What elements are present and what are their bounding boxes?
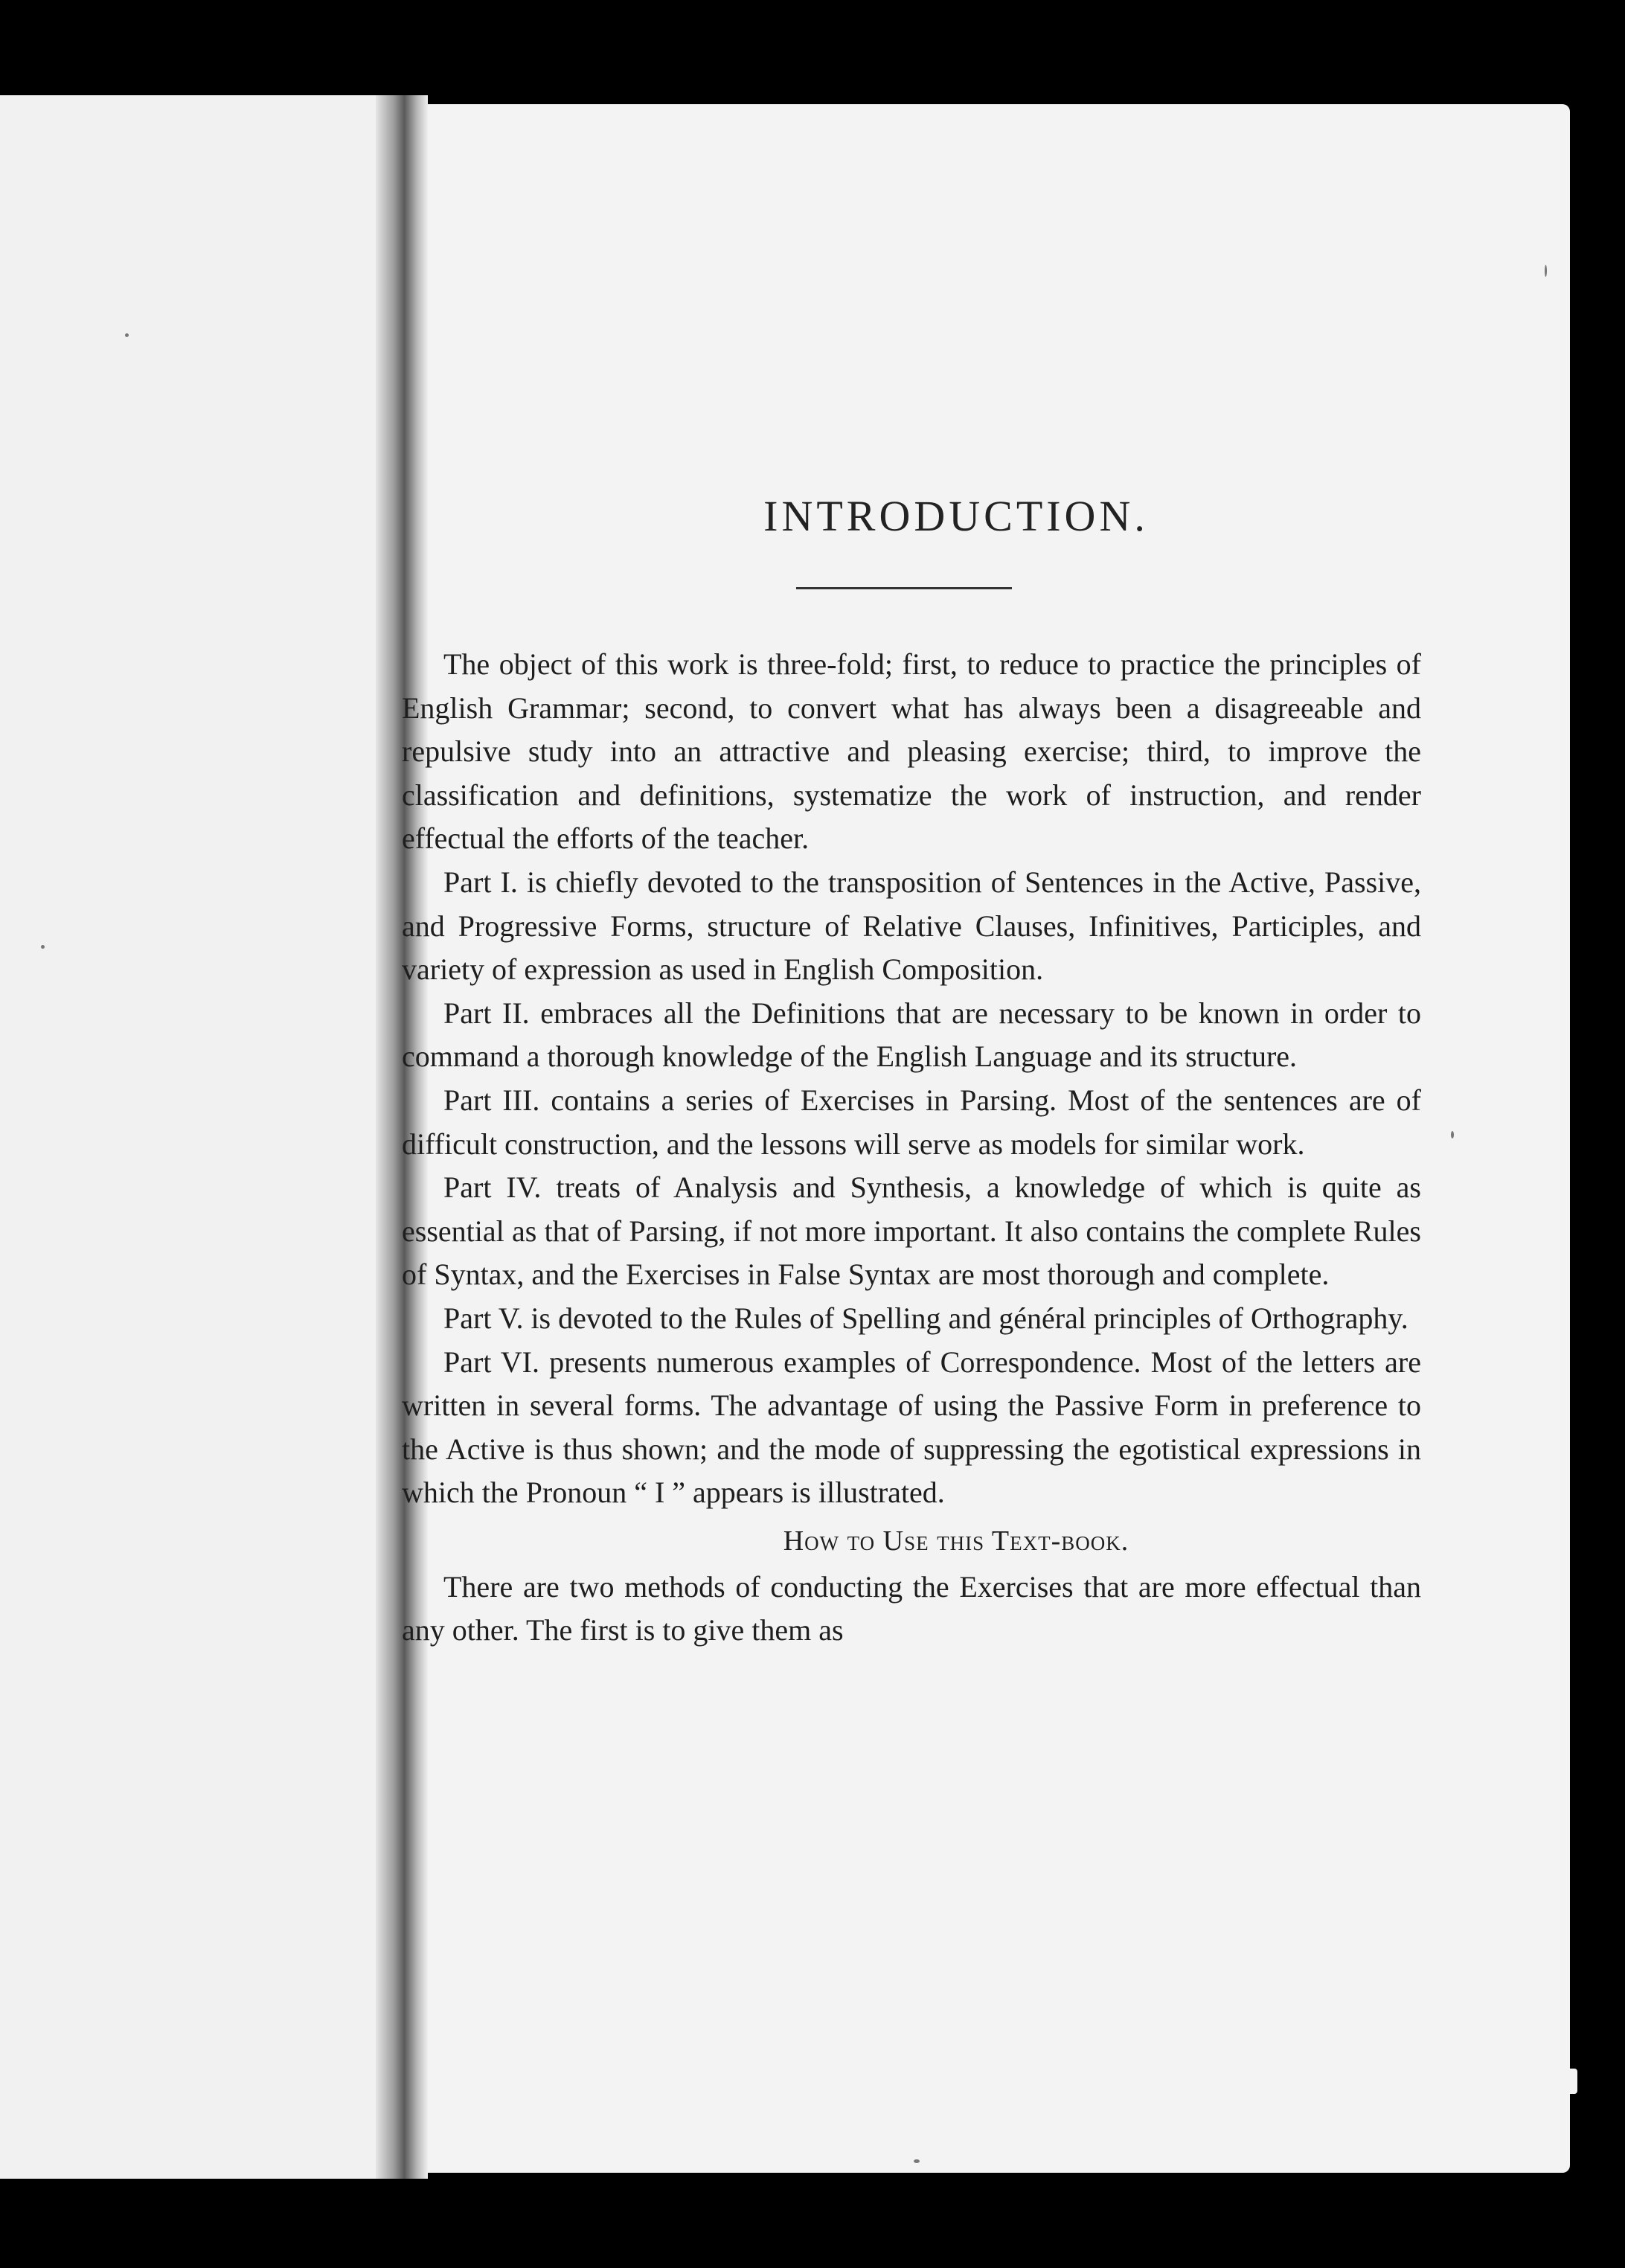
dust-speck bbox=[1451, 1131, 1454, 1138]
page-content bbox=[402, 446, 1421, 1653]
paragraph-part-1: Part I. is chiefly devoted to the transposition of Sentences in the Active, Passive, and Progressive Forms, structure of Relative Clauses, Infinitives, Participles, and variety of expression as used in English Composition. bbox=[402, 865, 1421, 987]
section-heading: How to Use this Text-book. bbox=[783, 1525, 1129, 1557]
dust-speck bbox=[914, 2159, 920, 2163]
paragraph-methods: There are two methods of conducting the Exercises that are more effectual than any other. The first is to give them as bbox=[402, 1569, 1421, 1647]
dust-speck bbox=[125, 333, 129, 337]
title-divider bbox=[796, 587, 1012, 589]
dust-speck bbox=[41, 945, 45, 949]
page-edge-tear bbox=[1558, 2069, 1577, 2094]
paragraph-part-6: Part VI. presents numerous examples of Correspondence. Most of the letters are written in several forms. The advantage of using the Passive Form in preference to the Active is thus shown; and the mode of suppressing the egotistical expressions in which the Pronoun “ I ” appears is illustrated. bbox=[402, 1345, 1421, 1510]
paragraph-part-4: Part IV. treats of Analysis and Synthesis, a knowledge of which is quite as essential as that of Parsing, if not more important. It also contains the complete Rules of Syntax, and the Exercises in False Syntax are most thorough and complete. bbox=[402, 1170, 1421, 1292]
page-title: INTRODUCTION. bbox=[763, 492, 1149, 540]
dust-speck bbox=[1545, 265, 1547, 277]
paragraph-part-5: Part V. is devoted to the Rules of Spelling and général principles of Orthography. bbox=[443, 1301, 1408, 1335]
paragraph-part-2: Part II. embraces all the Definitions that are necessary to be known in order to command a thorough knowledge of the English Language and its structure. bbox=[402, 996, 1421, 1074]
paragraph-part-3: Part III. contains a series of Exercises in Parsing. Most of the sentences are of difficult construction, and the lessons will serve as models for similar work. bbox=[402, 1083, 1421, 1161]
left-page-blank bbox=[0, 95, 402, 2179]
body-text bbox=[402, 643, 1421, 1653]
paragraph-object: The object of this work is three-fold; first, to reduce to practice the principles of English Grammar; second, to convert what has always been a disagreeable and repulsive study into an attractive and pleasing exercise; third, to improve the classification and definitions, systematize the work of instruction, and render effectual the efforts of the teacher. bbox=[402, 647, 1421, 856]
